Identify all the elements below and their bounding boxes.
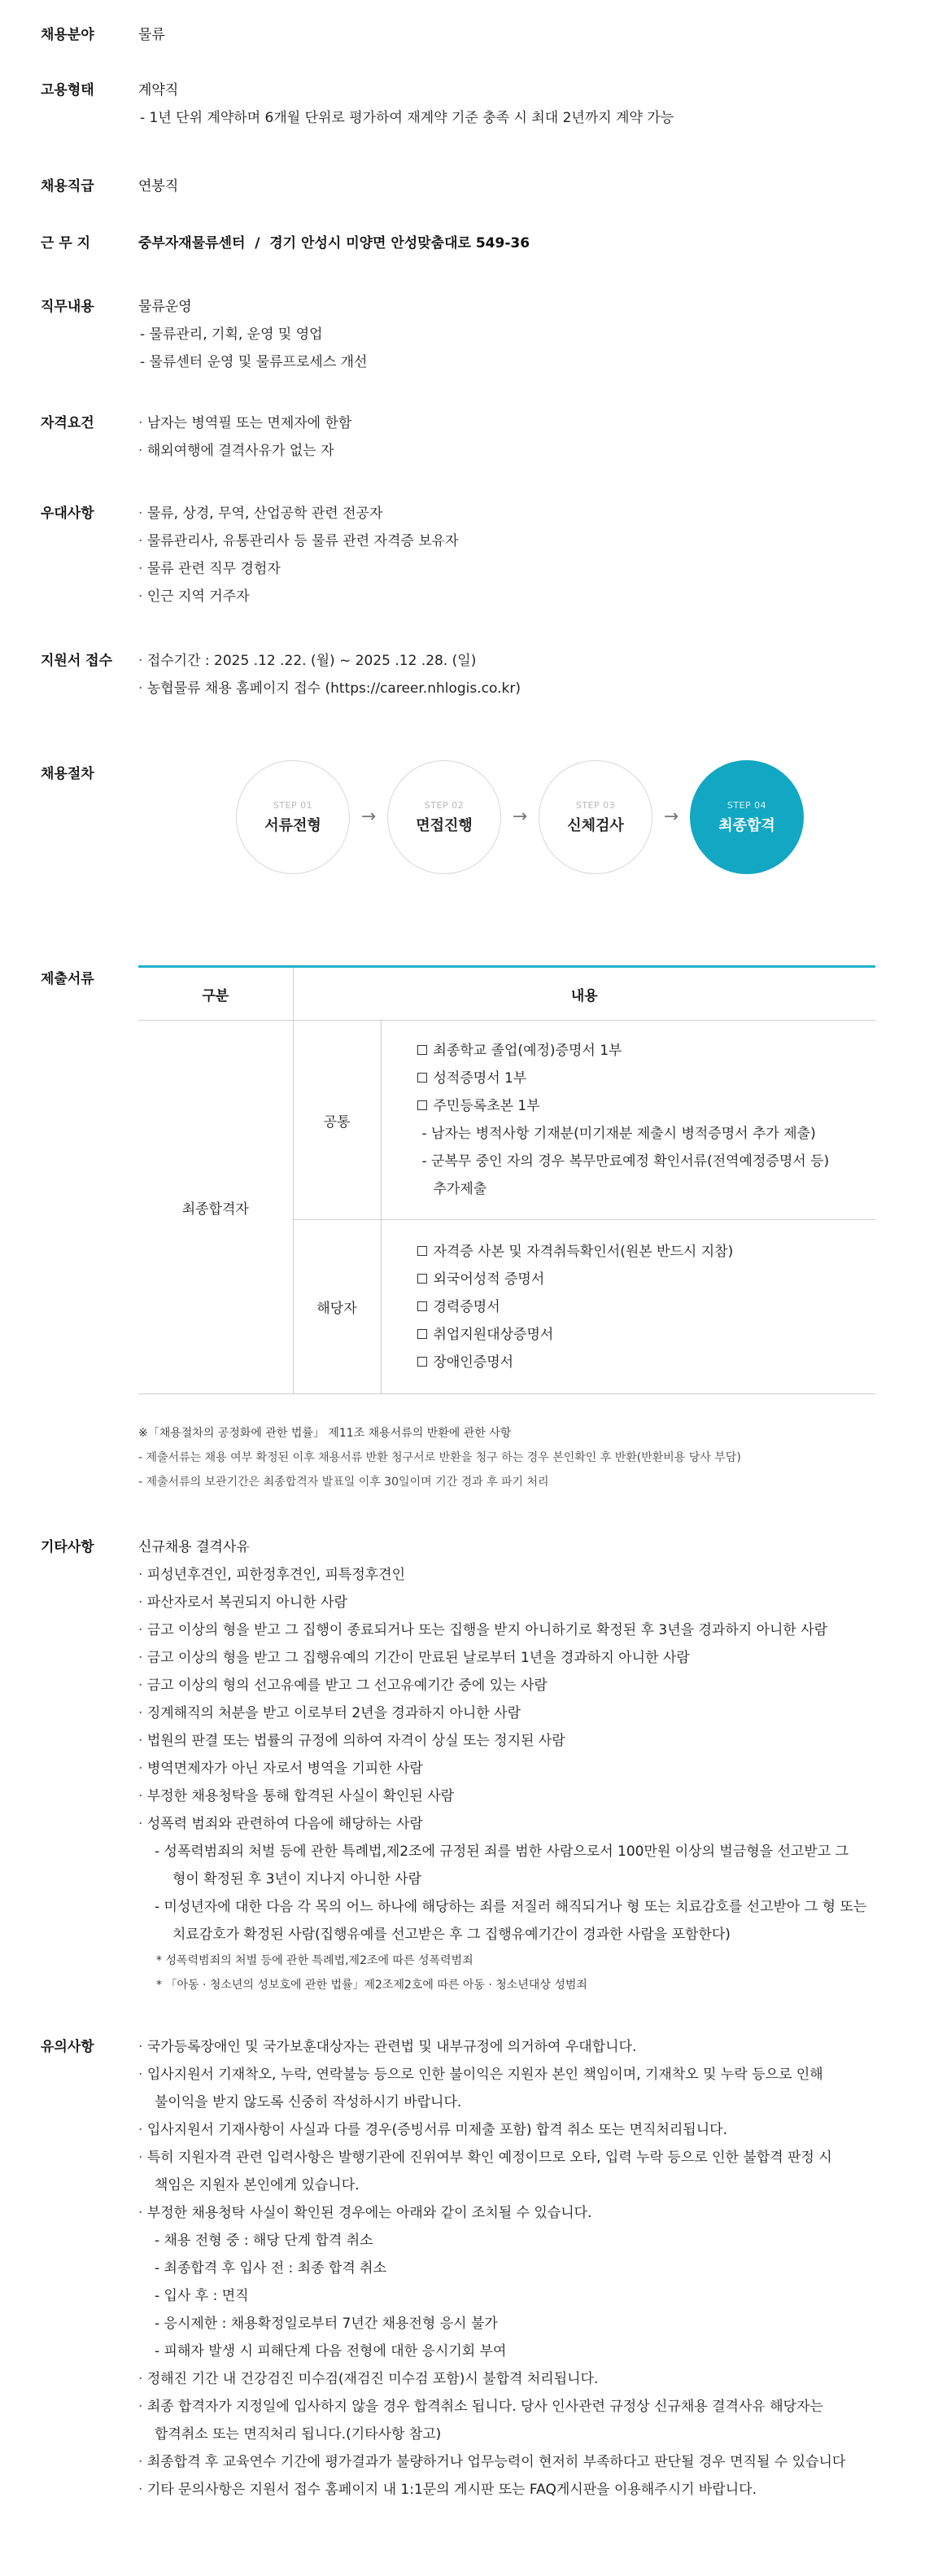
arrow-right-icon: → bbox=[360, 807, 377, 827]
section-apply bbox=[41, 647, 884, 704]
etc-item: 치료감호가 확정된 사람(집행유예를 선고받은 후 그 집행유예기간이 경과한 사람을 포함한다) bbox=[172, 1927, 731, 1943]
duty-value: 물류운영 bbox=[138, 299, 192, 315]
table-group-name: 공통 bbox=[293, 1021, 381, 1220]
caution-item: · 정해진 기간 내 건강검진 미수검(재검진 미수검 포함)시 불합격 처리됩니다. bbox=[138, 2365, 884, 2393]
section-field bbox=[41, 21, 884, 49]
etc-title: 신규채용 결격사유 bbox=[138, 1539, 250, 1555]
etc-item: - 미성년자에 대한 다음 각 목의 어느 하나에 해당하는 죄를 저질러 해직되거나 형 또는 치료감호를 선고받아 그 형 또는 bbox=[155, 1899, 867, 1915]
caution-label: 유의사항 bbox=[41, 2039, 94, 2055]
etc-item: · 징계해직의 처분을 받고 이로부터 2년을 경과하지 아니한 사람 bbox=[138, 1699, 884, 1727]
grade-label: 채용직급 bbox=[41, 178, 94, 195]
table-items-cell bbox=[381, 1021, 875, 1220]
step-name: 서류전형 bbox=[264, 816, 321, 834]
preference-label: 우대사항 bbox=[41, 505, 94, 522]
apply-label: 지원서 접수 bbox=[41, 653, 113, 669]
document-item: 최종학교 졸업(예정)증명서 1부 bbox=[417, 1037, 876, 1065]
caution-item: - 최종합격 후 입사 전 : 최종 합격 취소 bbox=[155, 2260, 386, 2276]
step-number: STEP 04 bbox=[726, 799, 767, 811]
step-number: STEP 01 bbox=[273, 799, 313, 811]
caution-item: 합격취소 또는 면직처리 됩니다.(기타사항 참고) bbox=[155, 2426, 442, 2443]
documents-note: - 제출서류는 채용 여부 확정된 이후 채용서류 반환 청구서로 반환을 청구 하는 경우 본인확인 후 반환(반환비용 당사 부담) bbox=[138, 1451, 741, 1464]
caution-list bbox=[138, 2033, 884, 2504]
document-subitem: - 남자는 병적사항 기재분(미기재분 제출시 병적증명서 추가 제출) bbox=[421, 1126, 816, 1142]
document-item: 취업지원대상증명서 bbox=[417, 1321, 876, 1349]
section-caution bbox=[41, 2033, 884, 2538]
etc-item: · 금고 이상의 형을 받고 그 집행유예의 기간이 만료된 날로부터 1년을 경과하지 아니한 사람 bbox=[138, 1644, 884, 1672]
step-number: STEP 03 bbox=[575, 799, 616, 811]
grade-value: 연봉직 bbox=[138, 178, 179, 195]
documents-table bbox=[138, 965, 875, 1394]
caution-item: · 국가등록장애인 및 국가보훈대상자는 관련법 및 내부규정에 의거하여 우대합니다. bbox=[138, 2033, 884, 2061]
table-category-cell: 최종합격자 bbox=[138, 1021, 293, 1394]
employment-value: 계약직 bbox=[138, 82, 179, 98]
document-subitem: - 군복무 중인 자의 경우 복무만료예정 확인서류(전역예정증명서 등) bbox=[421, 1153, 830, 1170]
duty-label: 직무내용 bbox=[41, 299, 94, 315]
section-qualification bbox=[41, 409, 884, 466]
arrow-right-icon: → bbox=[512, 807, 528, 827]
etc-item: * 「아동 · 청소년의 성보호에 관한 법률」제2조제2호에 따른 아동 · 청소년대상 성범죄 bbox=[156, 1979, 587, 1992]
section-etc bbox=[41, 1533, 884, 2038]
document-item: 외국어성적 증명서 bbox=[417, 1266, 876, 1293]
document-item: 장애인증명서 bbox=[417, 1349, 876, 1376]
field-value: 물류 bbox=[138, 27, 165, 43]
etc-item: · 병역면제자가 아닌 자로서 병역을 기피한 사람 bbox=[138, 1755, 884, 1782]
step-number: STEP 02 bbox=[424, 799, 465, 811]
table-group-name: 해당자 bbox=[293, 1220, 381, 1394]
qualification-item: · 남자는 병역필 또는 면제자에 한함 bbox=[138, 409, 884, 437]
employment-detail: - 1년 단위 계약하며 6개월 단위로 평가하여 재계약 기준 충족 시 최대 2년까지 계약 가능 bbox=[140, 110, 674, 126]
table-header-content: 내용 bbox=[293, 967, 875, 1021]
step-name: 최종합격 bbox=[718, 816, 775, 834]
apply-period: · 접수기간 : 2025 .12 .22. (월) ~ 2025 .12 .28. (일) bbox=[138, 647, 884, 675]
caution-item: - 채용 전형 중 : 해당 단계 합격 취소 bbox=[155, 2233, 373, 2249]
preference-item: · 물류관리사, 유통관리사 등 물류 관련 자격증 보유자 bbox=[138, 527, 884, 555]
preference-item: · 인근 지역 거주자 bbox=[138, 583, 884, 610]
caution-item: · 최종 합격자가 지정일에 입사하지 않을 경우 합격취소 됩니다. 당사 인사관련 규정상 신규채용 결격사유 해당자는 bbox=[138, 2393, 884, 2421]
documents-notes bbox=[138, 1421, 875, 1494]
step-2 bbox=[387, 760, 501, 874]
caution-item: 책임은 지원자 본인에게 있습니다. bbox=[155, 2177, 360, 2193]
section-process bbox=[41, 760, 884, 874]
qualification-label: 자격요건 bbox=[41, 415, 94, 431]
step-3 bbox=[539, 760, 652, 874]
table-header-category: 구분 bbox=[138, 967, 293, 1021]
document-item: 자격증 사본 및 자격취득확인서(원본 반드시 지참) bbox=[417, 1238, 876, 1266]
caution-item: · 최종합격 후 교육연수 기간에 평가결과가 불량하거나 업무능력이 현저히 부족하다고 판단될 경우 면직될 수 있습니다 bbox=[138, 2448, 884, 2476]
preference-item: · 물류, 상경, 무역, 산업공학 관련 전공자 bbox=[138, 500, 884, 527]
caution-item: - 입사 후 : 면직 bbox=[155, 2288, 249, 2304]
document-item: 주민등록초본 1부 bbox=[417, 1092, 876, 1120]
etc-label: 기타사항 bbox=[41, 1539, 94, 1555]
section-documents bbox=[41, 965, 884, 1489]
etc-list bbox=[138, 1533, 884, 1997]
etc-item: · 금고 이상의 형을 받고 그 집행이 종료되거나 또는 집행을 받지 아니하기로 확정된 후 3년을 경과하지 아니한 사람 bbox=[138, 1616, 884, 1644]
caution-item: · 입사지원서 기재착오, 누락, 연락불능 등으로 인한 불이익은 지원자 본인 책임이며, 기재착오 및 누락 등으로 인해 bbox=[138, 2061, 884, 2088]
step-4 bbox=[690, 760, 804, 874]
employment-label: 고용형태 bbox=[41, 82, 94, 98]
caution-item: · 특히 지원자격 관련 입력사항은 발행기관에 진위여부 확인 예정이므로 오타, 입력 누락 등으로 인한 불합격 판정 시 bbox=[138, 2144, 884, 2171]
step-name: 면접진행 bbox=[416, 816, 473, 834]
etc-item: - 성폭력범죄의 처벌 등에 관한 특례법,제2조에 규정된 죄를 범한 사람으로서 100만원 이상의 벌금형을 선고받고 그 bbox=[155, 1843, 849, 1860]
qualification-item: · 해외여행에 결격사유가 없는 자 bbox=[138, 437, 884, 465]
etc-item: · 파산자로서 복권되지 아니한 사람 bbox=[138, 1589, 884, 1616]
section-duty bbox=[41, 293, 884, 378]
table-row bbox=[138, 1021, 875, 1220]
duty-line: - 물류센터 운영 및 물류프로세스 개선 bbox=[140, 354, 368, 370]
caution-item: · 부정한 채용청탁 사실이 확인된 경우에는 아래와 같이 조치될 수 있습니다. bbox=[138, 2199, 884, 2227]
etc-item: · 성폭력 범죄와 관련하여 다음에 해당하는 사람 bbox=[138, 1810, 884, 1838]
process-steps bbox=[236, 760, 822, 874]
caution-item: - 피해자 발생 시 피해단계 다음 전형에 대한 응시기회 부여 bbox=[155, 2343, 507, 2360]
etc-item: 형이 확정된 후 3년이 지나지 아니한 사람 bbox=[172, 1871, 421, 1887]
etc-item: * 성폭력범죄의 처벌 등에 관한 특례법,제2조에 따른 성폭력범죄 bbox=[156, 1954, 473, 1967]
documents-label: 제출서류 bbox=[41, 971, 94, 987]
preference-item: · 물류 관련 직무 경험자 bbox=[138, 555, 884, 583]
step-name: 신체검사 bbox=[567, 816, 624, 834]
step-1 bbox=[236, 760, 350, 874]
duty-line: - 물류관리, 기획, 운영 및 영업 bbox=[140, 326, 323, 343]
etc-item: · 부정한 채용청탁을 통해 합격된 사실이 확인된 사람 bbox=[138, 1782, 884, 1810]
caution-item: · 기타 문의사항은 지원서 접수 홈페이지 내 1:1문의 게시판 또는 FAQ게시판을 이용해주시기 바랍니다. bbox=[138, 2476, 884, 2504]
process-label: 채용절차 bbox=[41, 766, 94, 782]
location-value: 중부자재물류센터 / 경기 안성시 미양면 안성맞춤대로 549-36 bbox=[138, 235, 530, 251]
caution-item: 불이익을 받지 않도록 신중히 작성하시기 바랍니다. bbox=[155, 2094, 462, 2110]
arrow-right-icon: → bbox=[663, 807, 679, 827]
apply-site: · 농협물류 채용 홈페이지 접수 (https://career.nhlogis.co.kr) bbox=[138, 675, 884, 702]
etc-item: · 피성년후견인, 피한정후견인, 피특정후견인 bbox=[138, 1561, 884, 1589]
caution-item: - 응시제한 : 채용확정일로부터 7년간 채용전형 응시 불가 bbox=[155, 2316, 498, 2332]
documents-note: - 제출서류의 보관기간은 최종합격자 발표일 이후 30일이며 기간 경과 후 파기 처리 bbox=[138, 1476, 549, 1489]
field-label: 채용분야 bbox=[41, 27, 94, 43]
location-label: 근 무 지 bbox=[41, 235, 91, 251]
section-grade bbox=[41, 173, 884, 200]
document-item: 경력증명서 bbox=[417, 1293, 876, 1321]
etc-item: · 금고 이상의 형의 선고유예를 받고 그 선고유예기간 중에 있는 사람 bbox=[138, 1672, 884, 1699]
section-preference bbox=[41, 500, 884, 614]
table-items-cell bbox=[381, 1220, 875, 1394]
document-item: 성적증명서 1부 bbox=[417, 1065, 876, 1092]
section-location bbox=[41, 230, 884, 257]
caution-item: · 입사지원서 기재사항이 사실과 다를 경우(증빙서류 미제출 포함) 합격 취소 또는 면직처리됩니다. bbox=[138, 2116, 884, 2144]
etc-item: · 법원의 판결 또는 법률의 규정에 의하여 자격이 상실 또는 정지된 사람 bbox=[138, 1727, 884, 1755]
section-employment bbox=[41, 77, 884, 133]
document-subitem: 추가제출 bbox=[433, 1181, 487, 1197]
documents-note: ※「채용절차의 공정화에 관한 법률」 제11조 채용서류의 반환에 관한 사항 bbox=[138, 1427, 512, 1440]
